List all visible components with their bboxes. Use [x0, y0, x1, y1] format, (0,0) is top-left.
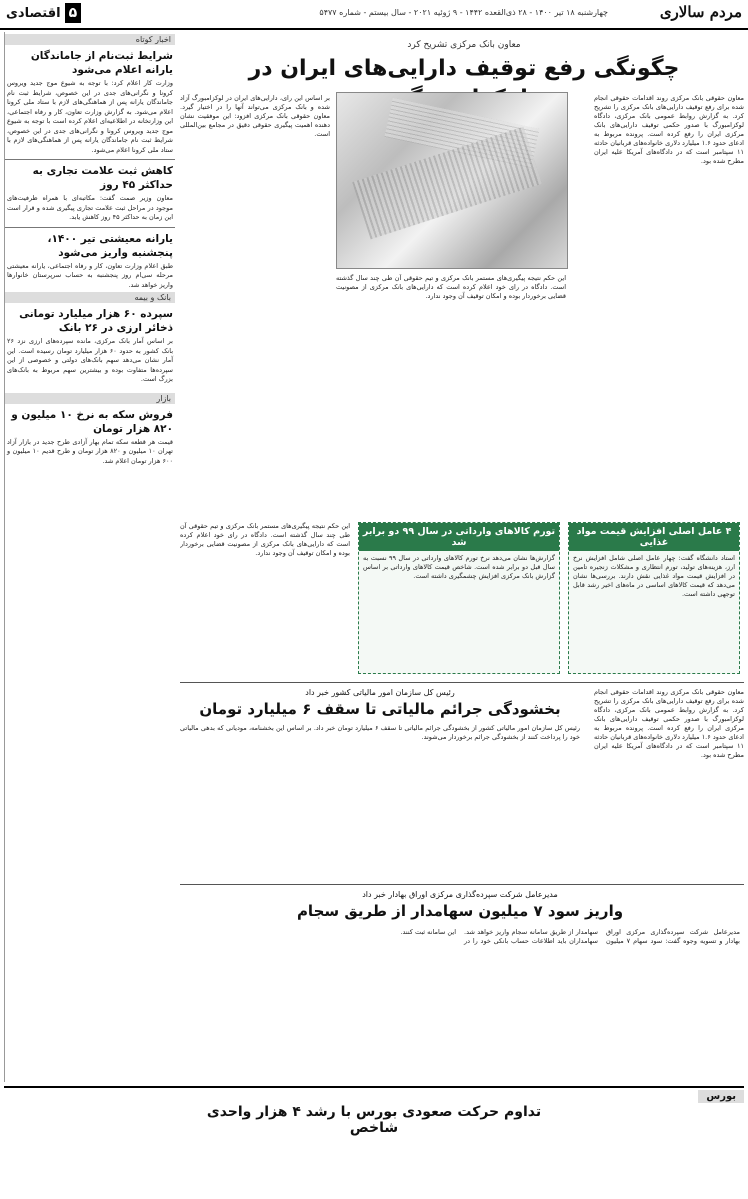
masthead: [0, 0, 748, 30]
divider: [5, 227, 175, 228]
sidebar-story: [5, 408, 175, 467]
sidebar-story: [5, 307, 175, 385]
box-title: ۴ عامل اصلی افزایش قیمت مواد غذایی: [569, 523, 739, 551]
main-column: [180, 32, 744, 1082]
sidebar-column: [4, 32, 175, 1082]
sidebar-story: [5, 164, 175, 223]
bottom-story-kicker: مدیرعامل شرکت سپرده‌گذاری مرکزی اوراق بهادار خبر داد: [362, 890, 558, 899]
bottom-story-body: مدیرعامل شرکت سپرده‌گذاری مرکزی اوراق بهادار و تسویه وجوه گفت: سود سهام ۷ میلیون سهامدار از طریق سامانه سجام واریز خواهد شد. سهامداران باید اطلاعات حساب بانکی خود را در این سامانه ثبت کنند.: [400, 928, 740, 945]
lead-headline: چگونگی رفع توقیف دارایی‌های ایران در: [248, 56, 680, 81]
page-label: [6, 3, 81, 23]
lead-body-right: معاون حقوقی بانک مرکزی روند اقدامات حقوقی انجام شده برای رفع توقیف دارایی‌های بانک مرکزی را تشریح کرد. به گزارش روابط عمومی بانک مرکزی، دادگاه لوکزامبورگ با صدور حکمی توقیف دارایی‌های بانک مرکزی ایران را رفع کرده است. پرونده مربوط به ادعای حدود ۱.۶ میلیارد دلاری خانواده‌های قربانیان حادثه ۱۱ سپتامبر است که در دادگاه‌های آمریکا علیه ایران مطرح شده بود.: [594, 94, 744, 165]
sidebar-story-body: قیمت هر قطعه سکه تمام بهار آزادی طرح جدید در بازار آزاد تهران ۱۰ میلیون و ۸۲۰ هزار تومان و طرح قدیم ۱۰ میلیون و ۶۰۰ هزار تومان اعلام شد.: [7, 437, 173, 465]
sidebar-story-body: معاون وزیر صمت گفت: مکاتبه‌ای با همراه ظرفیت‌های موجود در مراحل ثبت علامت تجاری پیگیری شده و قرار است این زمان به حداکثر ۴۵ روز کاهش یابد.: [7, 194, 173, 221]
divider: [180, 884, 744, 885]
mid-story-headline: بخشودگی جرائم مالیاتی تا سقف ۶ میلیارد تومان: [199, 700, 561, 718]
lead-body-left: بر اساس این رای، دارایی‌های ایران در لوکزامبورگ آزاد شده و بانک مرکزی می‌تواند آنها را در اختیار گیرد. معاون حقوقی بانک مرکزی افزود: این موفقیت نشان دهنده اهمیت پیگیری حقوقی دقیق در مجامع بین‌المللی است.: [180, 94, 330, 138]
lead-body-continued: معاون حقوقی بانک مرکزی روند اقدامات حقوقی انجام شده برای رفع توقیف دارایی‌های بانک مرکزی را تشریح کرد. به گزارش روابط عمومی بانک مرکزی، دادگاه لوکزامبورگ با صدور حکمی توقیف دارایی‌های بانک مرکزی ایران را رفع کرده است. پرونده مربوط به ادعای حدود ۱.۶ میلیارد دلاری خانواده‌های قربانیان حادثه ۱۱ سپتامبر است که در دادگاه‌های آمریکا علیه ایران مطرح شده بود.: [594, 688, 744, 759]
sidebar-story-title: فروش سکه به نرخ ۱۰ میلیون و ۸۲۰ هزار تومان: [11, 408, 173, 435]
sidebar-story: [5, 232, 175, 291]
lead-kicker: معاون بانک مرکزی تشریح کرد: [407, 40, 521, 50]
lead-body-mid: این حکم نتیجه پیگیری‌های مستمر بانک مرکزی و تیم حقوقی آن طی چند سال گذشته است. دادگاه در رای خود اعلام کرده است که دارایی‌های بانک مرکزی از مصونیت قضایی برخوردار بوده و امکان توقیف آن وجود ندارد.: [336, 274, 566, 300]
mid-story-kicker: رئیس کل سازمان امور مالیاتی کشور خبر داد: [305, 688, 455, 697]
lead-body-continued: این حکم نتیجه پیگیری‌های مستمر بانک مرکزی و تیم حقوقی آن طی چند سال گذشته است. دادگاه در رای خود اعلام کرده است که دارایی‌های بانک مرکزی از مصونیت قضایی برخوردار بوده و امکان توقیف آن وجود ندارد.: [180, 522, 350, 557]
sidebar-box: [568, 522, 740, 674]
bourse-section: [4, 1086, 744, 1198]
sidebar-story-title: کاهش ثبت علامت تجاری به حداکثر ۴۵ روز: [32, 165, 173, 191]
bourse-tag: بورس: [698, 1090, 744, 1103]
sidebar-tag-market: بازار: [5, 393, 175, 404]
sidebar-box: [358, 522, 560, 674]
bourse-headline: تداوم حرکت صعودی بورس با رشد ۴ هزار واحدی شاخص: [206, 1104, 542, 1136]
sidebar-story-title: یارانه معیشتی تیر ۱۴۰۰، پنجشنبه واریز می‌شود: [47, 232, 173, 259]
divider: [180, 682, 744, 683]
sidebar-story-body: وزارت کار اعلام کرد: با توجه به شیوع موج جدید ویروس کرونا و نگرانی‌های جدی در این خصوص، شرایط ثبت نام جاماندگان یارانه پس از هماهنگی‌های لازم با ستاد ملی کرونا اعلام می‌شود. به گزارش وزارت تعاون، کار و رفاه اجتماعی، این وزارتخانه در اطلاعیه‌ای اعلام کرده است با توجه به شیوع موج جدید ویروس کرونا و نگرانی‌های جدی در این خصوص، شرایط ثبت نام جاماندگان یارانه پس از هماهنگی‌های لازم با ستاد ملی کرونا اعلام می‌شود.: [7, 79, 173, 154]
sidebar-story-body: طبق اعلام وزارت تعاون، کار و رفاه اجتماعی، یارانه معیشتی مرحله سی‌ام روز پنجشنبه به حساب سرپرستان خانوارها واریز خواهد شد.: [7, 261, 173, 289]
sidebar-tag-bank: بانک و بیمه: [5, 292, 175, 303]
sidebar-story-title: سپرده ۶۰ هزار میلیارد تومانی ذخائر ارزی در ۲۶ بانک: [19, 308, 173, 334]
page-number: ۵: [65, 3, 82, 23]
sidebar-story-body: بر اساس آمار بانک مرکزی، مانده سپرده‌های ارزی نزد ۲۶ بانک کشور به حدود ۶۰ هزار میلیارد تومان رسیده است. این آمار نشان می‌دهد سهم بانک‌های دولتی و خصوصی از این سپرده‌ها متفاوت بوده و بیشترین سهم مربوط به بانک‌های بزرگ است.: [7, 337, 174, 383]
box-body: استاد دانشگاه گفت: چهار عامل اصلی شامل افزایش نرخ ارز، هزینه‌های تولید، تورم انتظاری و مشکلات زنجیره تامین در افزایش قیمت مواد غذایی نقش دارند. بررسی‌ها نشان می‌دهد که قیمت کالاهای اساسی در ماه‌های اخیر رشد قابل توجهی داشته است.: [573, 554, 735, 598]
sidebar-tag-news: اخبار کوتاه: [5, 34, 175, 45]
mid-story-body: رئیس کل سازمان امور مالیاتی کشور از بخشودگی جرائم مالیاتی تا سقف ۶ میلیارد تومان خبر داد. بر اساس این بخشنامه، مودیانی که بدهی مالیاتی خود را پرداخت کنند از بخشودگی جرائم برخوردار می‌شوند.: [180, 724, 580, 741]
sidebar-story-title: شرایط ثبت‌نام از جاماندگان یارانه اعلام می‌شود: [30, 50, 173, 76]
lead-photo: [336, 92, 568, 269]
box-title: تورم کالاهای وارداتی در سال ۹۹ دو برابر شد: [359, 523, 559, 551]
divider: [5, 159, 175, 160]
sidebar-story: [5, 49, 175, 155]
issue-date: چهارشنبه ۱۸ تیر ۱۴۰۰ - ۲۸ ذی‌القعده ۱۴۴۲ - ۹ ژوئیه ۲۰۲۱ - سال بیستم - شماره ۵۴۷۷: [319, 8, 608, 17]
section-title: اقتصادی: [6, 5, 61, 21]
bottom-story-headline: واریز سود ۷ میلیون سهامدار از طریق سجام: [296, 902, 624, 920]
newspaper-logo: مردم سالاری: [659, 3, 742, 21]
box-body: گزارش‌ها نشان می‌دهد نرخ تورم کالاهای وارداتی در سال ۹۹ نسبت به سال قبل دو برابر شده است. شاخص قیمت کالاهای وارداتی بر اساس گزارش بانک مرکزی افزایش چشمگیری داشته است.: [363, 554, 555, 580]
